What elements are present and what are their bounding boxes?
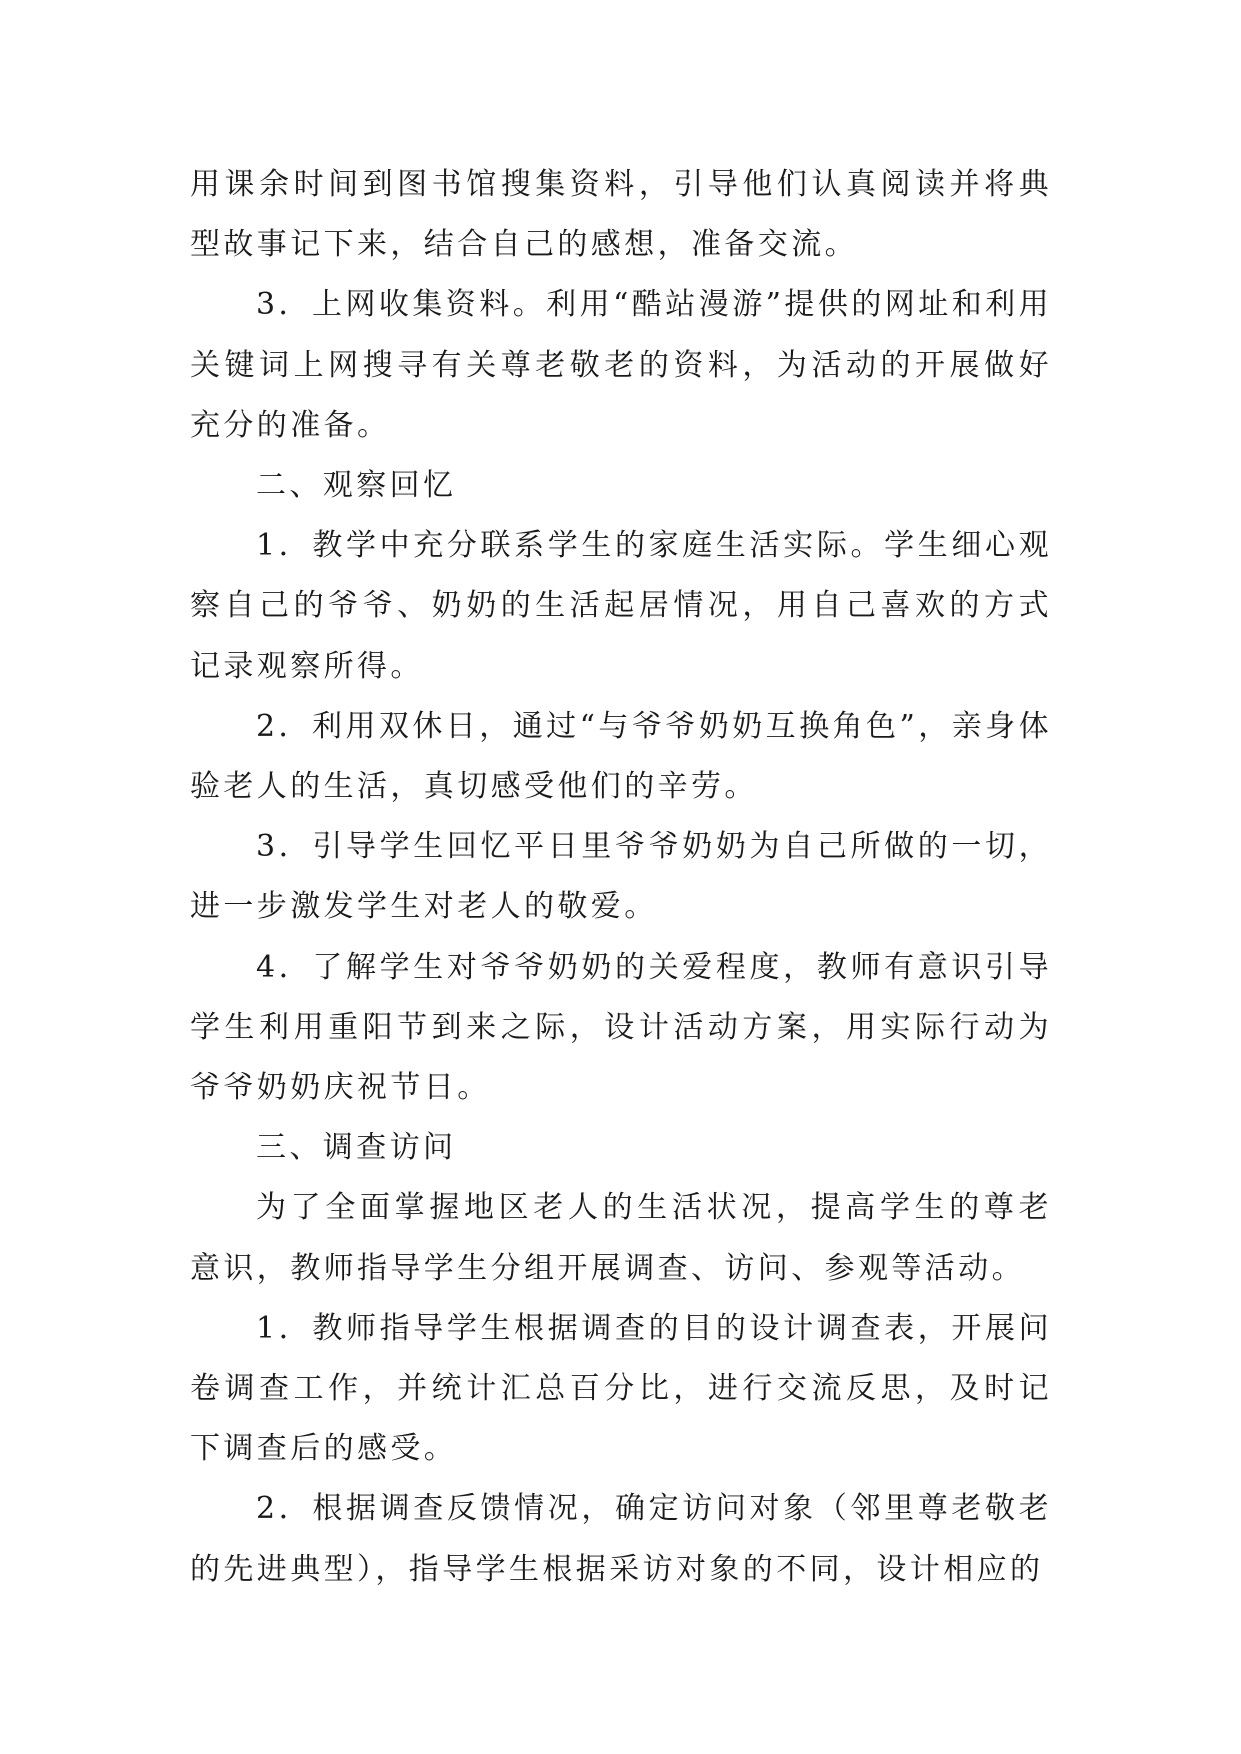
paragraph: 用课余时间到图书馆搜集资料，引导他们认真阅读并将典型故事记下来，结合自己的感想，准备交流。: [190, 167, 1052, 263]
paragraph: 1．教师指导学生根据调查的目的设计调查表，开展问卷调查工作，并统计汇总百分比，进行交流反思，及时记下调查后的感受。: [190, 1310, 1052, 1467]
section-heading: 二、观察回忆: [256, 468, 457, 504]
paragraph: 4．了解学生对爷爷奶奶的关爱程度，教师有意识引导学生利用重阳节到来之际，设计活动方案，用实际行动为爷爷奶奶庆祝节日。: [190, 949, 1052, 1106]
paragraph: 为了全面掌握地区老人的生活状况，提高学生的尊老意识，教师指导学生分组开展调查、访问、参观等活动。: [190, 1190, 1052, 1286]
paragraph: 1．教学中充分联系学生的家庭生活实际。学生细心观察自己的爷爷、奶奶的生活起居情况，用自己喜欢的方式记录观察所得。: [190, 528, 1052, 684]
paragraph: 2．利用双休日，通过“与爷爷奶奶互换角色”，亲身体验老人的生活，真切感受他们的辛劳。: [190, 708, 1052, 805]
paragraph: 3．引导学生回忆平日里爷爷奶奶为自己所做的一切，进一步激发学生对老人的敬爱。: [190, 829, 1052, 925]
section-heading: 三、调查访问: [256, 1130, 457, 1166]
document-body: [190, 155, 1052, 1600]
paragraph: 2．根据调查反馈情况，确定访问对象（邻里尊老敬老的先进典型），指导学生根据采访对象的不同，设计相应的: [190, 1491, 1052, 1587]
paragraph: 3．上网收集资料。利用“酷站漫游”提供的网址和利用关键词上网搜寻有关尊老敬老的资料，为活动的开展做好充分的准备。: [190, 287, 1052, 443]
